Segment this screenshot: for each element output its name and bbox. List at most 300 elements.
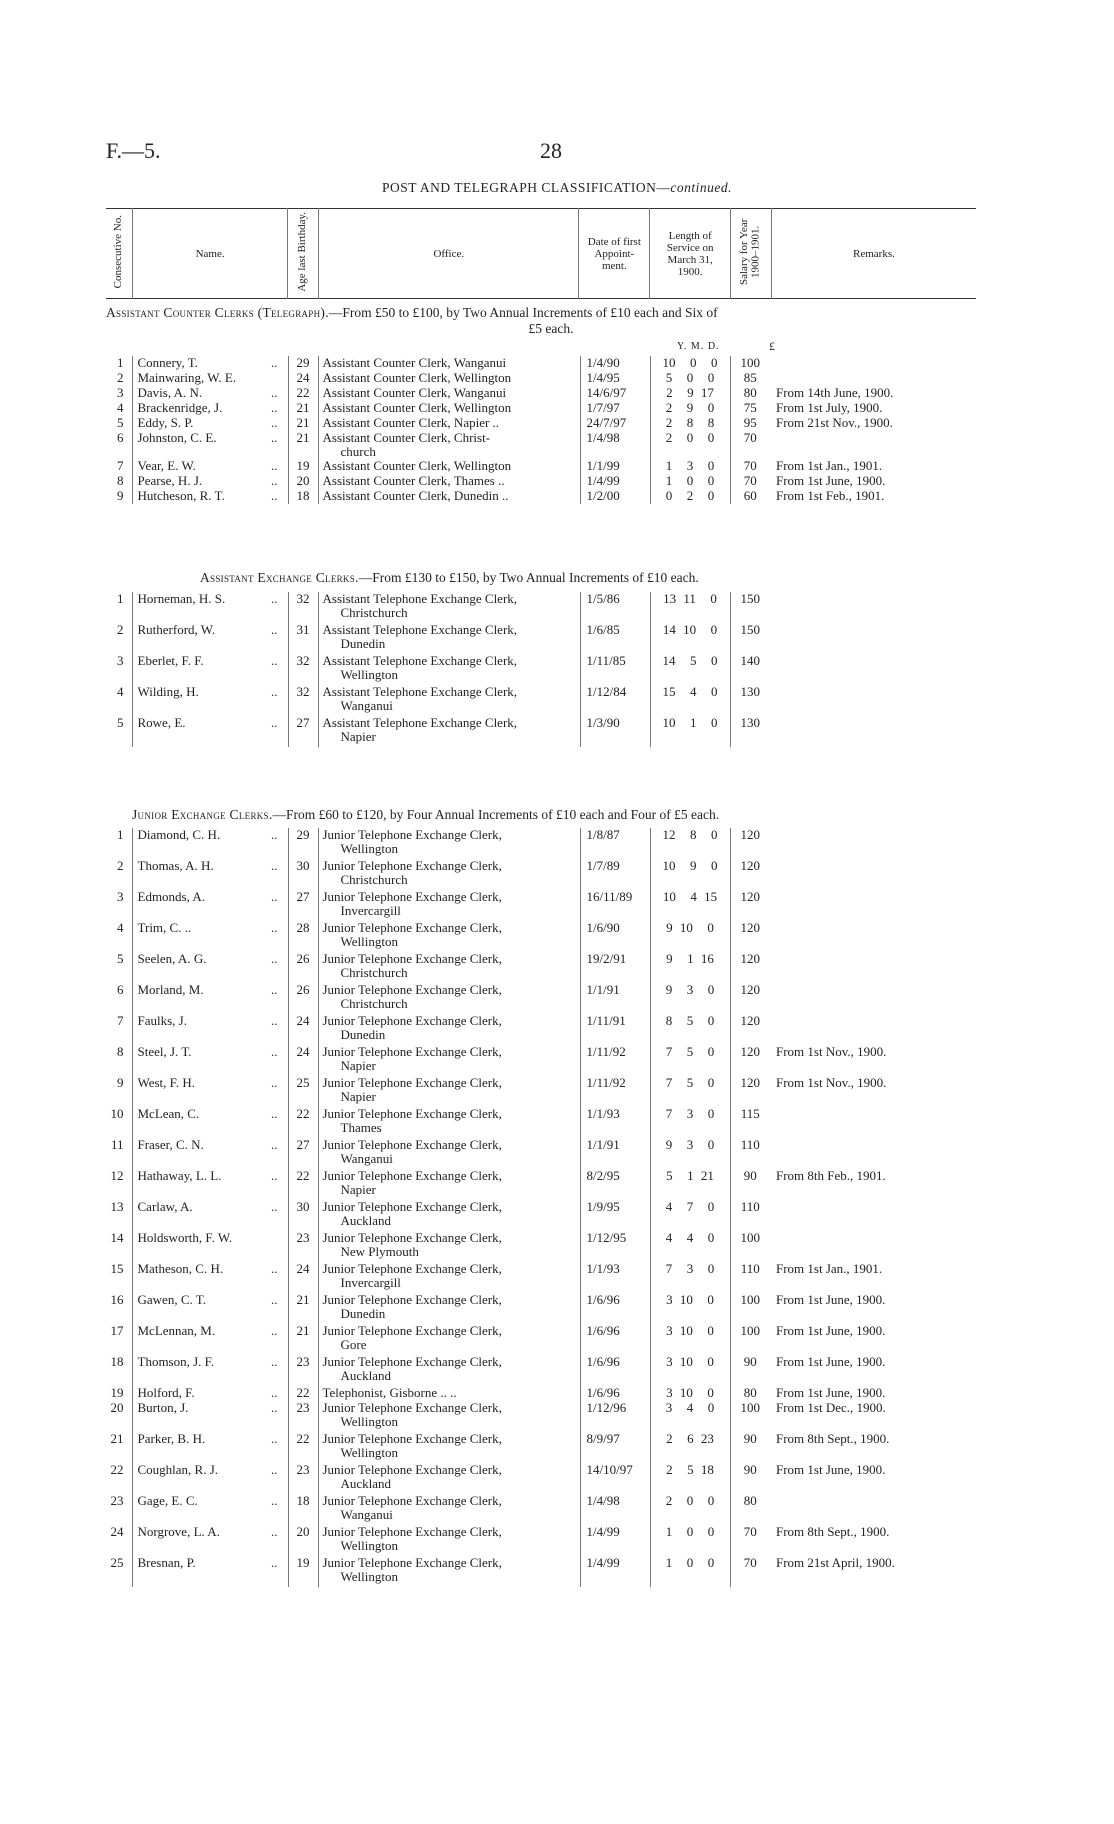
cell-age: 19	[288, 459, 318, 474]
table-row	[106, 1293, 976, 1324]
page-title-main: POST AND TELEGRAPH CLASSIFICATION—	[381, 180, 671, 195]
cell-remarks	[770, 1231, 976, 1262]
cell-length-of-service: 7 3 0	[650, 1262, 730, 1293]
cell-number: 13	[110, 1199, 124, 1214]
cell-number: 2	[117, 858, 124, 873]
leader-dots: ..	[271, 1168, 278, 1183]
cell-office: Assistant Counter Clerk, Wellington	[318, 401, 580, 416]
cell-age: 22	[288, 1386, 318, 1401]
cell-office-location: Wellington	[340, 934, 398, 949]
table-row	[106, 459, 976, 474]
cell-appointment-date: 8/2/95	[580, 1169, 650, 1200]
leader-dots: ..	[271, 591, 278, 606]
cell-appointment-date: 1/6/96	[580, 1293, 650, 1324]
leader-dots: ..	[271, 1137, 278, 1152]
cell-remarks: From 1st Feb., 1901.	[776, 488, 885, 503]
leader-dots: ..	[271, 920, 278, 935]
cell-number: 25	[110, 1554, 124, 1570]
cell-age: 28	[288, 921, 318, 952]
cell-appointment-date: 14/10/97	[580, 1463, 650, 1494]
cell-office: Assistant Telephone Exchange Clerk, Dunedin	[318, 623, 580, 654]
table-row	[106, 654, 976, 685]
cell-remarks	[770, 952, 976, 983]
table-row	[106, 1324, 976, 1355]
cell-age: 19	[288, 1556, 318, 1587]
section-heading-exchange-clerks	[200, 570, 699, 586]
cell-remarks	[770, 371, 976, 386]
cell-length-of-service: 10 0 0	[650, 356, 730, 371]
cell-office-location: New Plymouth	[340, 1244, 419, 1259]
cell-age: 27	[288, 716, 318, 747]
cell-office: Junior Telephone Exchange Clerk, Christchurch	[318, 952, 580, 983]
cell-name: Connery, T. ..	[132, 356, 288, 371]
cell-name: Pearse, H. J. ..	[132, 474, 288, 489]
cell-salary: 150	[730, 592, 770, 623]
cell-salary: 90	[730, 1432, 770, 1463]
cell-age: 29	[288, 828, 318, 859]
cell-age: 23	[288, 1231, 318, 1262]
cell-number: 9	[117, 488, 124, 503]
cell-age: 24	[288, 1014, 318, 1045]
cell-number: 3	[117, 653, 124, 668]
leader-dots: ..	[271, 827, 278, 842]
table-row	[106, 431, 976, 459]
cell-age: 30	[288, 859, 318, 890]
cell-appointment-date: 1/4/98	[580, 431, 650, 459]
col-header-date: Date of first Appoint-ment.	[579, 209, 650, 299]
cell-age: 25	[288, 1076, 318, 1107]
leader-dots: ..	[271, 889, 278, 904]
cell-office-location: Napier	[340, 1058, 376, 1073]
cell-appointment-date: 1/11/92	[580, 1076, 650, 1107]
cell-appointment-date: 1/11/91	[580, 1014, 650, 1045]
cell-office: Junior Telephone Exchange Clerk, Auckland	[318, 1200, 580, 1231]
section-heading-counter-clerks	[106, 305, 976, 337]
section-heading-junior-clerks	[132, 807, 719, 823]
cell-office-location: Auckland	[340, 1475, 392, 1491]
cell-remarks	[770, 1107, 976, 1138]
table-row	[106, 623, 976, 654]
cell-name: Rowe, E. ..	[132, 716, 288, 747]
cell-office: Junior Telephone Exchange Clerk, Dunedin	[318, 1293, 580, 1324]
cell-length-of-service: 7 5 0	[650, 1045, 730, 1076]
table-row	[106, 1463, 976, 1494]
table-row	[106, 1355, 976, 1386]
cell-appointment-date: 1/4/98	[580, 1494, 650, 1525]
cell-appointment-date: 1/4/90	[580, 356, 650, 371]
cell-age: 27	[288, 890, 318, 921]
cell-salary: 70	[730, 1525, 770, 1556]
cell-salary: 120	[730, 983, 770, 1014]
cell-appointment-date: 1/4/99	[580, 1556, 650, 1587]
cell-length-of-service: 0 2 0	[650, 489, 730, 504]
cell-salary: 120	[730, 952, 770, 983]
cell-office: Assistant Counter Clerk, Christ- church	[318, 431, 580, 459]
cell-salary: 100	[730, 1324, 770, 1355]
cell-length-of-service: 3 10 0	[650, 1386, 730, 1401]
leader-dots: ..	[271, 1461, 278, 1477]
cell-age: 20	[288, 1525, 318, 1556]
table-row	[106, 1525, 976, 1556]
table-row	[106, 489, 976, 504]
cell-salary: 120	[730, 859, 770, 890]
cell-remarks	[770, 592, 976, 623]
cell-name: Thomson, J. F. ..	[132, 1355, 288, 1386]
cell-number: 18	[110, 1354, 124, 1369]
cell-salary: 60	[730, 489, 770, 504]
table-row	[106, 1432, 976, 1463]
length-units-label: Y. M. D.	[677, 341, 720, 352]
cell-length-of-service: 3 4 0	[650, 1401, 730, 1432]
section-heading-title: Junior Exchange Clerks.	[132, 807, 273, 822]
cell-number: 4	[117, 684, 124, 699]
cell-age: 24	[288, 371, 318, 386]
cell-office: Junior Telephone Exchange Clerk, Gore	[318, 1324, 580, 1355]
cell-length-of-service: 5 0 0	[650, 371, 730, 386]
cell-appointment-date: 1/1/91	[580, 1138, 650, 1169]
cell-name: Diamond, C. H. ..	[132, 828, 288, 859]
leader-dots: ..	[271, 622, 278, 637]
cell-remarks: From 1st Jan., 1901.	[776, 1261, 883, 1276]
table-row	[106, 1200, 976, 1231]
cell-remarks	[770, 623, 976, 654]
cell-appointment-date: 19/2/91	[580, 952, 650, 983]
cell-number: 7	[117, 1013, 124, 1028]
cell-length-of-service: 2 0 0	[650, 1494, 730, 1525]
cell-office: Junior Telephone Exchange Clerk, Dunedin	[318, 1014, 580, 1045]
cell-name: Faulks, J. ..	[132, 1014, 288, 1045]
cell-appointment-date: 1/12/95	[580, 1231, 650, 1262]
cell-name: Matheson, C. H. ..	[132, 1262, 288, 1293]
cell-office-location: Wellington	[340, 1413, 398, 1429]
leader-dots: ..	[271, 385, 278, 400]
cell-name: Edmonds, A. ..	[132, 890, 288, 921]
cell-salary: 95	[730, 416, 770, 431]
cell-office: Junior Telephone Exchange Clerk, Christchurch	[318, 859, 580, 890]
cell-office-location: Wellington	[340, 1537, 398, 1553]
cell-name: Coughlan, R. J. ..	[132, 1463, 288, 1494]
table-row	[106, 356, 976, 371]
cell-length-of-service: 2 9 0	[650, 401, 730, 416]
cell-remarks	[770, 431, 976, 459]
table-row	[106, 890, 976, 921]
cell-length-of-service: 2 6 23	[650, 1432, 730, 1463]
cell-salary: 70	[730, 459, 770, 474]
cell-name: Bresnan, P. ..	[132, 1556, 288, 1587]
cell-office-location: Invercargill	[340, 1275, 401, 1290]
cell-remarks: From 1st June, 1900.	[776, 1461, 886, 1477]
cell-salary: 80	[730, 386, 770, 401]
cell-name: Seelen, A. G. ..	[132, 952, 288, 983]
cell-office-location: Dunedin	[340, 1306, 386, 1321]
leader-dots: ..	[271, 1430, 278, 1446]
table-junior-clerks	[106, 828, 976, 1587]
leader-dots: ..	[271, 1075, 278, 1090]
cell-appointment-date: 24/7/97	[580, 416, 650, 431]
cell-remarks: From 1st June, 1900.	[776, 1292, 886, 1307]
cell-age: 32	[288, 592, 318, 623]
cell-salary: 90	[730, 1355, 770, 1386]
cell-office: Assistant Telephone Exchange Clerk, Napier	[318, 716, 580, 747]
col-header-no: Consecutive No.	[112, 215, 125, 289]
table-row	[106, 386, 976, 401]
cell-office-location: Wellington	[340, 1444, 398, 1460]
cell-length-of-service: 9 3 0	[650, 1138, 730, 1169]
cell-office: Junior Telephone Exchange Clerk, Christchurch	[318, 983, 580, 1014]
cell-number: 11	[110, 1137, 124, 1152]
cell-appointment-date: 1/12/96	[580, 1401, 650, 1432]
cell-length-of-service: 2 9 17	[650, 386, 730, 401]
cell-number: 12	[110, 1168, 124, 1183]
cell-number: 8	[117, 1044, 124, 1059]
cell-appointment-date: 1/11/85	[580, 654, 650, 685]
cell-office: Junior Telephone Exchange Clerk, Wellington	[318, 828, 580, 859]
column-header	[106, 208, 976, 299]
cell-office: Junior Telephone Exchange Clerk, Wellington	[318, 1525, 580, 1556]
cell-age: 18	[288, 489, 318, 504]
leader-dots: ..	[271, 1261, 278, 1276]
cell-office: Assistant Counter Clerk, Thames ..	[318, 474, 580, 489]
cell-office-location: Wellington	[340, 667, 398, 682]
cell-salary: 100	[730, 1231, 770, 1262]
cell-age: 22	[288, 386, 318, 401]
cell-length-of-service: 1 0 0	[650, 1525, 730, 1556]
cell-number: 1	[117, 827, 124, 842]
cell-office: Junior Telephone Exchange Clerk, Invercargill	[318, 1262, 580, 1293]
cell-age: 27	[288, 1138, 318, 1169]
cell-salary: 80	[730, 1386, 770, 1401]
cell-length-of-service: 4 4 0	[650, 1231, 730, 1262]
leader-dots: ..	[271, 1492, 278, 1508]
cell-age: 22	[288, 1432, 318, 1463]
cell-length-of-service: 10 4 15	[650, 890, 730, 921]
cell-age: 30	[288, 1200, 318, 1231]
cell-age: 31	[288, 623, 318, 654]
cell-office: Junior Telephone Exchange Clerk, Napier	[318, 1045, 580, 1076]
cell-office: Junior Telephone Exchange Clerk, Thames	[318, 1107, 580, 1138]
cell-appointment-date: 1/9/95	[580, 1200, 650, 1231]
cell-remarks	[770, 828, 976, 859]
cell-name: Eberlet, F. F. ..	[132, 654, 288, 685]
leader-dots: ..	[271, 982, 278, 997]
cell-appointment-date: 8/9/97	[580, 1432, 650, 1463]
cell-remarks: From 8th Sept., 1900.	[776, 1430, 890, 1446]
cell-office-location: Dunedin	[340, 636, 386, 651]
cell-remarks: From 1st Dec., 1900.	[776, 1399, 886, 1415]
table-row	[106, 1401, 976, 1432]
cell-office: Junior Telephone Exchange Clerk, Invercargill	[318, 890, 580, 921]
cell-length-of-service: 9 3 0	[650, 983, 730, 1014]
cell-name: Johnston, C. E. ..	[132, 431, 288, 459]
cell-remarks: From 1st June, 1900.	[776, 1354, 886, 1369]
table-row	[106, 1231, 976, 1262]
cell-name: Gawen, C. T. ..	[132, 1293, 288, 1324]
section-heading-title: Assistant Counter Clerks (Telegraph).	[106, 305, 329, 320]
cell-length-of-service: 14 10 0	[650, 623, 730, 654]
cell-name: McLean, C. ..	[132, 1107, 288, 1138]
table-counter-clerks	[106, 356, 976, 504]
leader-dots: ..	[271, 1385, 278, 1400]
cell-number: 3	[117, 889, 124, 904]
cell-office: Assistant Counter Clerk, Dunedin ..	[318, 489, 580, 504]
cell-appointment-date: 1/1/93	[580, 1262, 650, 1293]
cell-salary: 100	[730, 1401, 770, 1432]
cell-age: 22	[288, 1169, 318, 1200]
cell-number: 2	[117, 370, 124, 385]
cell-salary: 130	[730, 716, 770, 747]
cell-appointment-date: 1/2/00	[580, 489, 650, 504]
cell-age: 22	[288, 1107, 318, 1138]
cell-salary: 110	[730, 1262, 770, 1293]
cell-length-of-service: 10 9 0	[650, 859, 730, 890]
document-reference: F.—5.	[106, 138, 161, 163]
cell-age: 18	[288, 1494, 318, 1525]
cell-office: Assistant Counter Clerk, Wanganui	[318, 386, 580, 401]
cell-remarks	[770, 921, 976, 952]
cell-age: 24	[288, 1045, 318, 1076]
cell-number: 6	[117, 982, 124, 997]
cell-remarks: From 1st Nov., 1900.	[776, 1044, 887, 1059]
cell-appointment-date: 1/1/99	[580, 459, 650, 474]
cell-salary: 70	[730, 1556, 770, 1587]
col-header-age: Age last Birthday.	[288, 209, 319, 299]
cell-name: Carlaw, A. ..	[132, 1200, 288, 1231]
cell-office-location: Auckland	[340, 1213, 392, 1228]
cell-office: Junior Telephone Exchange Clerk, New Plymouth	[318, 1231, 580, 1262]
table-row	[106, 1556, 976, 1587]
cell-salary: 85	[730, 371, 770, 386]
cell-number: 5	[117, 951, 124, 966]
leader-dots: ..	[271, 1523, 278, 1539]
leader-dots: ..	[271, 1044, 278, 1059]
cell-length-of-service: 1 0 0	[650, 1556, 730, 1587]
cell-office: Assistant Counter Clerk, Wellington	[318, 371, 580, 386]
cell-appointment-date: 16/11/89	[580, 890, 650, 921]
cell-number: 17	[110, 1323, 124, 1338]
leader-dots: ..	[271, 684, 278, 699]
cell-length-of-service: 2 5 18	[650, 1463, 730, 1494]
cell-salary: 120	[730, 921, 770, 952]
cell-office: Assistant Counter Clerk, Wanganui	[318, 356, 580, 371]
cell-age: 21	[288, 431, 318, 459]
cell-office-location: Auckland	[340, 1368, 392, 1383]
page-title	[0, 180, 1114, 196]
cell-office-location: Wellington	[340, 841, 398, 856]
cell-office: Junior Telephone Exchange Clerk, Napier	[318, 1076, 580, 1107]
table-exchange-clerks	[106, 592, 976, 747]
cell-length-of-service: 5 1 21	[650, 1169, 730, 1200]
leader-dots: ..	[271, 1554, 278, 1570]
cell-salary: 110	[730, 1138, 770, 1169]
cell-remarks: From 21st April, 1900.	[776, 1554, 895, 1570]
cell-number: 23	[110, 1492, 124, 1508]
section-heading-line2: £5 each.	[528, 321, 574, 336]
cell-age: 21	[288, 401, 318, 416]
cell-name: McLennan, M. ..	[132, 1324, 288, 1355]
table-row	[106, 716, 976, 747]
cell-salary: 120	[730, 1014, 770, 1045]
cell-office: Assistant Telephone Exchange Clerk, Wellington	[318, 654, 580, 685]
table-row	[106, 952, 976, 983]
table-row	[106, 416, 976, 431]
cell-office: Junior Telephone Exchange Clerk, Wellington	[318, 921, 580, 952]
cell-office-location: Gore	[340, 1337, 367, 1352]
cell-length-of-service: 9 10 0	[650, 921, 730, 952]
cell-office: Junior Telephone Exchange Clerk, Auckland	[318, 1355, 580, 1386]
cell-number: 14	[110, 1230, 124, 1245]
leader-dots: ..	[271, 430, 278, 445]
cell-number: 5	[117, 415, 124, 430]
cell-name: Steel, J. T. ..	[132, 1045, 288, 1076]
table-row	[106, 1169, 976, 1200]
cell-appointment-date: 1/7/97	[580, 401, 650, 416]
cell-office-location: Christchurch	[340, 996, 408, 1011]
cell-length-of-service: 9 1 16	[650, 952, 730, 983]
table-row	[106, 1494, 976, 1525]
cell-length-of-service: 15 4 0	[650, 685, 730, 716]
cell-salary: 90	[730, 1463, 770, 1494]
cell-remarks	[770, 1014, 976, 1045]
col-header-length: Length of Service on March 31, 1900.	[650, 209, 731, 299]
cell-office-location: Wanganui	[340, 1151, 393, 1166]
cell-appointment-date: 1/6/85	[580, 623, 650, 654]
cell-age: 21	[288, 1293, 318, 1324]
cell-salary: 120	[730, 828, 770, 859]
cell-remarks: From 1st Nov., 1900.	[776, 1075, 887, 1090]
cell-name: Vear, E. W. ..	[132, 459, 288, 474]
cell-office-location: Napier	[340, 1089, 376, 1104]
cell-name: Davis, A. N. ..	[132, 386, 288, 401]
cell-number: 4	[117, 400, 124, 415]
cell-number: 9	[117, 1075, 124, 1090]
leader-dots: ..	[271, 1399, 278, 1415]
col-header-salary: Salary for Year 1900–1901.	[731, 209, 772, 299]
leader-dots: ..	[271, 715, 278, 730]
cell-salary: 130	[730, 685, 770, 716]
cell-length-of-service: 1 0 0	[650, 474, 730, 489]
section-heading-text: —From £50 to £100, by Two Annual Increments of £10 each and Six of	[328, 305, 718, 320]
cell-name: Hathaway, L. L. ..	[132, 1169, 288, 1200]
cell-appointment-date: 1/6/90	[580, 921, 650, 952]
cell-salary: 80	[730, 1494, 770, 1525]
cell-office-location: Christchurch	[340, 605, 408, 620]
cell-remarks	[770, 1200, 976, 1231]
cell-remarks	[770, 1494, 976, 1525]
cell-office: Junior Telephone Exchange Clerk, Wellington	[318, 1432, 580, 1463]
cell-remarks	[770, 1138, 976, 1169]
table-row	[106, 921, 976, 952]
table-row	[106, 1107, 976, 1138]
cell-salary: 115	[730, 1107, 770, 1138]
cell-remarks: From 8th Feb., 1901.	[776, 1168, 886, 1183]
cell-age: 20	[288, 474, 318, 489]
cell-office-location: church	[340, 444, 376, 459]
cell-name: Parker, B. H. ..	[132, 1432, 288, 1463]
leader-dots: ..	[271, 488, 278, 503]
cell-name: Hutcheson, R. T. ..	[132, 489, 288, 504]
section-heading-text: —From £60 to £120, by Four Annual Increments of £10 each and Four of £5 each.	[272, 807, 720, 822]
cell-office-location: Napier	[340, 729, 376, 744]
cell-number: 15	[110, 1261, 124, 1276]
cell-name: Norgrove, L. A. ..	[132, 1525, 288, 1556]
table-row	[106, 1045, 976, 1076]
cell-name: Morland, M. ..	[132, 983, 288, 1014]
cell-appointment-date: 1/3/90	[580, 716, 650, 747]
cell-age: 23	[288, 1355, 318, 1386]
cell-appointment-date: 1/6/96	[580, 1386, 650, 1401]
cell-office: Assistant Telephone Exchange Clerk, Wanganui	[318, 685, 580, 716]
cell-length-of-service: 4 7 0	[650, 1200, 730, 1231]
